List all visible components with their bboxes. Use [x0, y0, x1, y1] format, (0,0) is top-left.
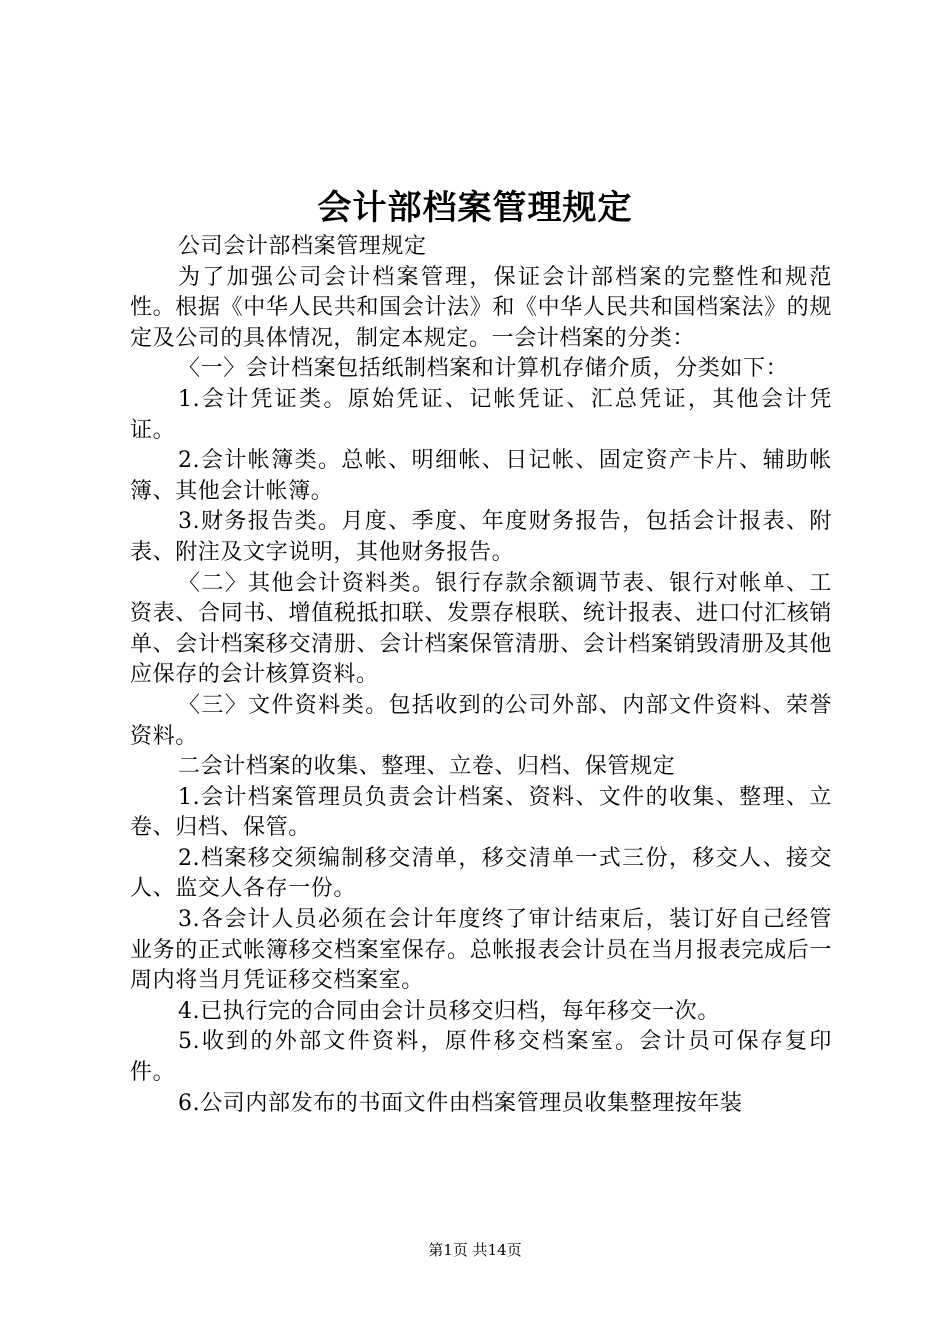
- paragraph-item-3: 3.财务报告类。月度、季度、年度财务报告，包括会计报表、附表、附注及文字说明，其他财务报告。: [130, 509, 832, 565]
- paragraph-intro: 为了加强公司会计档案管理，保证会计部档案的完整性和规范性。根据《中华人民共和国会计法》和《中华人民共和国档案法》的规定及公司的具体情况，制定本规定。一会计档案的分类：: [130, 264, 832, 351]
- paragraph-rule-6: 6.公司内部发布的书面文件由档案管理员收集整理按年装: [178, 1090, 743, 1116]
- page-number-footer: 第1页 共14页: [428, 1241, 522, 1259]
- paragraph-section-1-3: 〈三〉文件资料类。包括收到的公司外部、内部文件资料、荣誉资料。: [130, 692, 832, 749]
- paragraph-rule-1: 1.会计档案管理员负责会计档案、资料、文件的收集、整理、立卷、归档、保管。: [130, 784, 832, 841]
- paragraph-subtitle: 公司会计部档案管理规定: [178, 234, 427, 259]
- document-title: 会计部档案管理规定: [317, 188, 633, 228]
- paragraph-section-1-1: 〈一〉会计档案包括纸制档案和计算机存储介质，分类如下：: [178, 356, 789, 382]
- document-body: [130, 232, 832, 1119]
- paragraph-rule-4: 4.已执行完的合同由会计员移交归档，每年移交一次。: [178, 998, 720, 1024]
- paragraph-section-2-heading: 二会计档案的收集、整理、立卷、归档、保管规定: [178, 754, 676, 780]
- paragraph-rule-5: 5.收到的外部文件资料，原件移交档案室。会计员可保存复印件。: [130, 1029, 832, 1086]
- paragraph-section-1-2: 〈二〉其他会计资料类。银行存款余额调节表、银行对帐单、工资表、合同书、增值税抵扣联、发票存根联、统计报表、进口付汇核销单、会计档案移交清册、会计档案保管清册、会计档案销毁清册及其他应保存的会计核算资料。: [130, 570, 832, 688]
- paragraph-rule-2: 2.档案移交须编制移交清单，移交清单一式三份，移交人、接交人、监交人各存一份。: [130, 845, 832, 902]
- paragraph-rule-3: 3.各会计人员必须在会计年度终了审计结束后，装订好自己经管业务的正式帐簿移交档案室保存。总帐报表会计员在当月报表完成后一周内将当月凭证移交档案室。: [130, 907, 832, 994]
- paragraph-item-2: 2.会计帐簿类。总帐、明细帐、日记帐、固定资产卡片、辅助帐簿、其他会计帐簿。: [130, 448, 832, 504]
- paragraph-item-1: 1.会计凭证类。原始凭证、记帐凭证、汇总凭证，其他会计凭证。: [130, 386, 832, 443]
